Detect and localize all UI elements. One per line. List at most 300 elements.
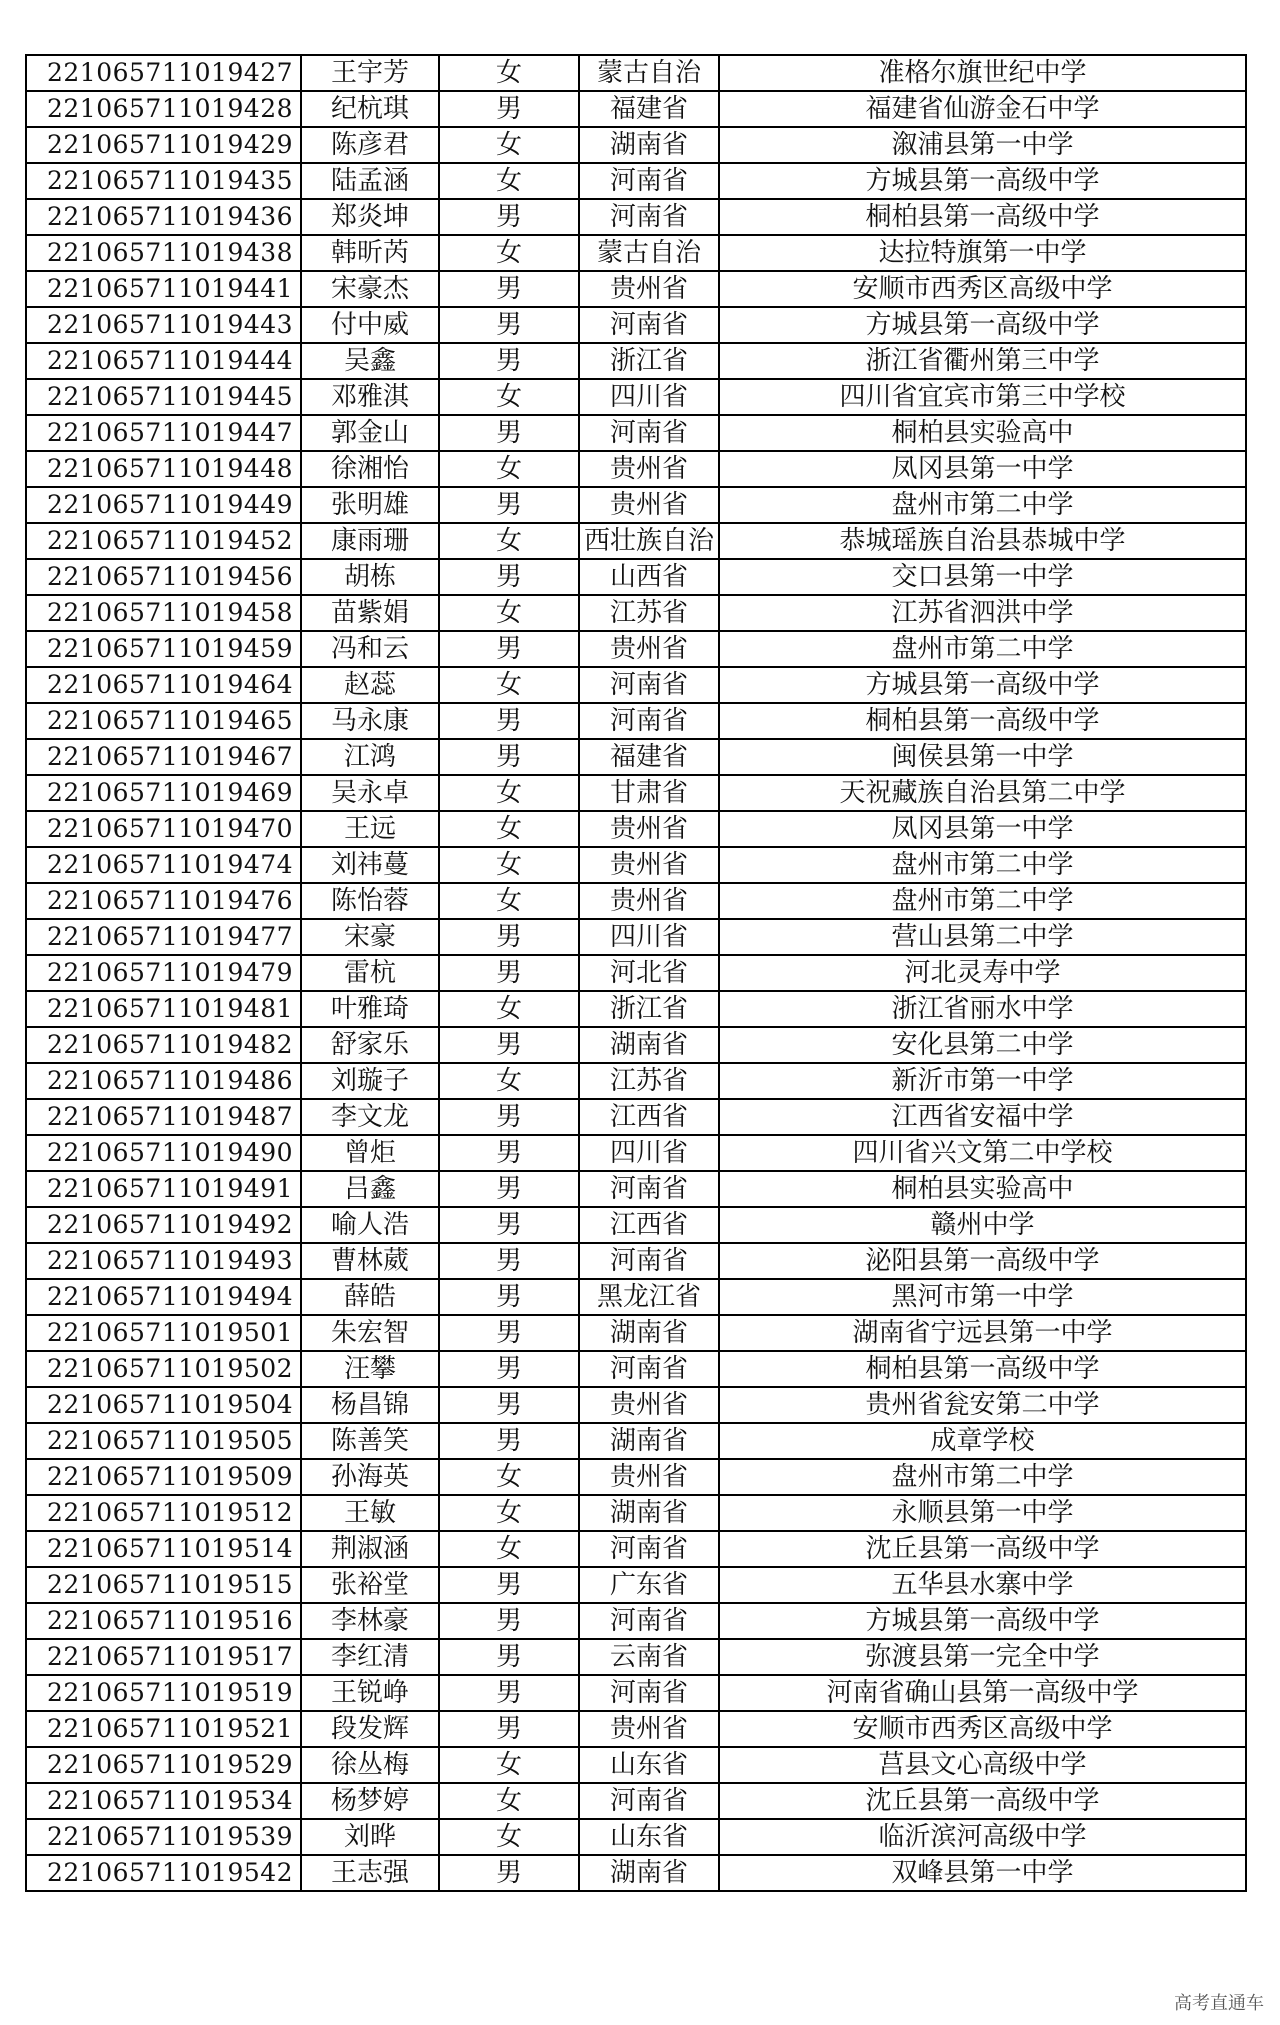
- school-cell: 桐柏县实验高中: [719, 415, 1246, 451]
- candidate-id-cell: 221065711019490: [26, 1135, 301, 1171]
- candidate-id-cell: 221065711019494: [26, 1279, 301, 1315]
- table-row: [26, 1351, 1246, 1387]
- candidate-id-cell: 221065711019449: [26, 487, 301, 523]
- student-name-cell: 曾炬: [301, 1135, 439, 1171]
- candidate-id-cell: 221065711019534: [26, 1783, 301, 1819]
- school-cell: 盘州市第二中学: [719, 1459, 1246, 1495]
- province-cell: 山东省: [579, 1819, 719, 1855]
- student-roster-table: [25, 54, 1247, 1892]
- candidate-id-cell: 221065711019482: [26, 1027, 301, 1063]
- table-row: [26, 1423, 1246, 1459]
- school-cell: 河北灵寿中学: [719, 955, 1246, 991]
- school-cell: 盘州市第二中学: [719, 487, 1246, 523]
- province-cell: 湖南省: [579, 1495, 719, 1531]
- gender-cell: 男: [439, 955, 579, 991]
- gender-cell: 男: [439, 1639, 579, 1675]
- school-cell: 湖南省宁远县第一中学: [719, 1315, 1246, 1351]
- school-cell: 方城县第一高级中学: [719, 1603, 1246, 1639]
- table-row: [26, 847, 1246, 883]
- province-cell: 福建省: [579, 739, 719, 775]
- student-name-cell: 冯和云: [301, 631, 439, 667]
- gender-cell: 男: [439, 1423, 579, 1459]
- student-name-cell: 纪杭琪: [301, 91, 439, 127]
- candidate-id-cell: 221065711019465: [26, 703, 301, 739]
- student-name-cell: 舒家乐: [301, 1027, 439, 1063]
- gender-cell: 男: [439, 1603, 579, 1639]
- table-row: [26, 451, 1246, 487]
- student-name-cell: 王远: [301, 811, 439, 847]
- student-name-cell: 孙海英: [301, 1459, 439, 1495]
- province-cell: 云南省: [579, 1639, 719, 1675]
- student-name-cell: 郑炎坤: [301, 199, 439, 235]
- table-row: [26, 955, 1246, 991]
- gender-cell: 男: [439, 631, 579, 667]
- student-name-cell: 陆孟涵: [301, 163, 439, 199]
- candidate-id-cell: 221065711019504: [26, 1387, 301, 1423]
- province-cell: 河北省: [579, 955, 719, 991]
- gender-cell: 女: [439, 1063, 579, 1099]
- table-row: [26, 1315, 1246, 1351]
- table-row: [26, 811, 1246, 847]
- table-row: [26, 1567, 1246, 1603]
- candidate-id-cell: 221065711019519: [26, 1675, 301, 1711]
- province-cell: 江西省: [579, 1099, 719, 1135]
- table-row: [26, 703, 1246, 739]
- school-cell: 营山县第二中学: [719, 919, 1246, 955]
- province-cell: 河南省: [579, 163, 719, 199]
- gender-cell: 女: [439, 847, 579, 883]
- student-name-cell: 张明雄: [301, 487, 439, 523]
- table-row: [26, 1243, 1246, 1279]
- province-cell: 四川省: [579, 919, 719, 955]
- table-row: [26, 271, 1246, 307]
- student-name-cell: 韩昕芮: [301, 235, 439, 271]
- candidate-id-cell: 221065711019436: [26, 199, 301, 235]
- school-cell: 方城县第一高级中学: [719, 667, 1246, 703]
- candidate-id-cell: 221065711019479: [26, 955, 301, 991]
- province-cell: 贵州省: [579, 811, 719, 847]
- table-row: [26, 235, 1246, 271]
- candidate-id-cell: 221065711019458: [26, 595, 301, 631]
- candidate-id-cell: 221065711019493: [26, 1243, 301, 1279]
- school-cell: 交口县第一中学: [719, 559, 1246, 595]
- province-cell: 贵州省: [579, 1387, 719, 1423]
- gender-cell: 男: [439, 1855, 579, 1891]
- table-row: [26, 667, 1246, 703]
- gender-cell: 女: [439, 775, 579, 811]
- school-cell: 泌阳县第一高级中学: [719, 1243, 1246, 1279]
- province-cell: 湖南省: [579, 1027, 719, 1063]
- school-cell: 江苏省泗洪中学: [719, 595, 1246, 631]
- school-cell: 黑河市第一中学: [719, 1279, 1246, 1315]
- student-name-cell: 康雨珊: [301, 523, 439, 559]
- school-cell: 沈丘县第一高级中学: [719, 1531, 1246, 1567]
- student-name-cell: 吴永卓: [301, 775, 439, 811]
- gender-cell: 男: [439, 559, 579, 595]
- gender-cell: 女: [439, 379, 579, 415]
- candidate-id-cell: 221065711019447: [26, 415, 301, 451]
- student-name-cell: 张裕堂: [301, 1567, 439, 1603]
- student-name-cell: 刘祎蔓: [301, 847, 439, 883]
- gender-cell: 男: [439, 703, 579, 739]
- candidate-id-cell: 221065711019502: [26, 1351, 301, 1387]
- student-name-cell: 汪攀: [301, 1351, 439, 1387]
- province-cell: 贵州省: [579, 1459, 719, 1495]
- province-cell: 山西省: [579, 559, 719, 595]
- province-cell: 浙江省: [579, 343, 719, 379]
- candidate-id-cell: 221065711019464: [26, 667, 301, 703]
- candidate-id-cell: 221065711019469: [26, 775, 301, 811]
- student-name-cell: 荆淑涵: [301, 1531, 439, 1567]
- province-cell: 山东省: [579, 1747, 719, 1783]
- candidate-id-cell: 221065711019501: [26, 1315, 301, 1351]
- gender-cell: 男: [439, 1387, 579, 1423]
- school-cell: 天祝藏族自治县第二中学: [719, 775, 1246, 811]
- school-cell: 安化县第二中学: [719, 1027, 1246, 1063]
- gender-cell: 男: [439, 1315, 579, 1351]
- candidate-id-cell: 221065711019512: [26, 1495, 301, 1531]
- table-row: [26, 775, 1246, 811]
- school-cell: 溆浦县第一中学: [719, 127, 1246, 163]
- candidate-id-cell: 221065711019515: [26, 1567, 301, 1603]
- gender-cell: 女: [439, 55, 579, 91]
- school-cell: 江西省安福中学: [719, 1099, 1246, 1135]
- candidate-id-cell: 221065711019476: [26, 883, 301, 919]
- table-row: [26, 559, 1246, 595]
- gender-cell: 女: [439, 1819, 579, 1855]
- student-name-cell: 邓雅淇: [301, 379, 439, 415]
- candidate-id-cell: 221065711019505: [26, 1423, 301, 1459]
- candidate-id-cell: 221065711019491: [26, 1171, 301, 1207]
- school-cell: 桐柏县第一高级中学: [719, 1351, 1246, 1387]
- province-cell: 福建省: [579, 91, 719, 127]
- candidate-id-cell: 221065711019509: [26, 1459, 301, 1495]
- school-cell: 桐柏县第一高级中学: [719, 703, 1246, 739]
- student-name-cell: 段发辉: [301, 1711, 439, 1747]
- gender-cell: 女: [439, 127, 579, 163]
- school-cell: 恭城瑶族自治县恭城中学: [719, 523, 1246, 559]
- table-row: [26, 127, 1246, 163]
- gender-cell: 女: [439, 1531, 579, 1567]
- table-row: [26, 1639, 1246, 1675]
- province-cell: 河南省: [579, 1675, 719, 1711]
- table-row: [26, 1207, 1246, 1243]
- candidate-id-cell: 221065711019456: [26, 559, 301, 595]
- province-cell: 河南省: [579, 415, 719, 451]
- gender-cell: 男: [439, 415, 579, 451]
- province-cell: 蒙古自治: [579, 55, 719, 91]
- student-name-cell: 薛皓: [301, 1279, 439, 1315]
- table-row: [26, 1531, 1246, 1567]
- candidate-id-cell: 221065711019467: [26, 739, 301, 775]
- student-name-cell: 徐湘怡: [301, 451, 439, 487]
- table-row: [26, 415, 1246, 451]
- table-row: [26, 595, 1246, 631]
- student-name-cell: 王宇芳: [301, 55, 439, 91]
- province-cell: 河南省: [579, 1351, 719, 1387]
- student-name-cell: 杨昌锦: [301, 1387, 439, 1423]
- candidate-id-cell: 221065711019429: [26, 127, 301, 163]
- student-name-cell: 苗紫娟: [301, 595, 439, 631]
- gender-cell: 女: [439, 991, 579, 1027]
- gender-cell: 男: [439, 1171, 579, 1207]
- gender-cell: 男: [439, 343, 579, 379]
- table-row: [26, 1459, 1246, 1495]
- table-row: [26, 199, 1246, 235]
- student-name-cell: 马永康: [301, 703, 439, 739]
- province-cell: 黑龙江省: [579, 1279, 719, 1315]
- table-row: [26, 343, 1246, 379]
- province-cell: 湖南省: [579, 1855, 719, 1891]
- school-cell: 赣州中学: [719, 1207, 1246, 1243]
- candidate-id-cell: 221065711019443: [26, 307, 301, 343]
- student-name-cell: 喻人浩: [301, 1207, 439, 1243]
- student-name-cell: 吴鑫: [301, 343, 439, 379]
- table-row: [26, 1603, 1246, 1639]
- student-name-cell: 赵蕊: [301, 667, 439, 703]
- student-name-cell: 陈善笑: [301, 1423, 439, 1459]
- school-cell: 凤冈县第一中学: [719, 811, 1246, 847]
- province-cell: 河南省: [579, 703, 719, 739]
- student-name-cell: 陈彦君: [301, 127, 439, 163]
- student-name-cell: 付中威: [301, 307, 439, 343]
- table-row: [26, 307, 1246, 343]
- candidate-id-cell: 221065711019470: [26, 811, 301, 847]
- gender-cell: 女: [439, 523, 579, 559]
- candidate-id-cell: 221065711019492: [26, 1207, 301, 1243]
- school-cell: 双峰县第一中学: [719, 1855, 1246, 1891]
- school-cell: 桐柏县实验高中: [719, 1171, 1246, 1207]
- school-cell: 盘州市第二中学: [719, 847, 1246, 883]
- school-cell: 五华县水寨中学: [719, 1567, 1246, 1603]
- school-cell: 河南省确山县第一高级中学: [719, 1675, 1246, 1711]
- school-cell: 贵州省瓮安第二中学: [719, 1387, 1246, 1423]
- gender-cell: 男: [439, 1243, 579, 1279]
- gender-cell: 男: [439, 487, 579, 523]
- candidate-id-cell: 221065711019539: [26, 1819, 301, 1855]
- student-name-cell: 宋豪杰: [301, 271, 439, 307]
- student-name-cell: 李林豪: [301, 1603, 439, 1639]
- province-cell: 贵州省: [579, 847, 719, 883]
- province-cell: 河南省: [579, 1243, 719, 1279]
- student-name-cell: 吕鑫: [301, 1171, 439, 1207]
- school-cell: 临沂滨河高级中学: [719, 1819, 1246, 1855]
- province-cell: 蒙古自治: [579, 235, 719, 271]
- student-name-cell: 雷杭: [301, 955, 439, 991]
- table-row: [26, 1099, 1246, 1135]
- province-cell: 河南省: [579, 1603, 719, 1639]
- gender-cell: 男: [439, 1027, 579, 1063]
- table-row: [26, 1171, 1246, 1207]
- table-row: [26, 523, 1246, 559]
- gender-cell: 男: [439, 271, 579, 307]
- province-cell: 河南省: [579, 199, 719, 235]
- table-row: [26, 379, 1246, 415]
- candidate-id-cell: 221065711019514: [26, 1531, 301, 1567]
- table-row: [26, 739, 1246, 775]
- school-cell: 盘州市第二中学: [719, 631, 1246, 667]
- candidate-id-cell: 221065711019428: [26, 91, 301, 127]
- province-cell: 江苏省: [579, 1063, 719, 1099]
- province-cell: 贵州省: [579, 1711, 719, 1747]
- student-name-cell: 陈怡蓉: [301, 883, 439, 919]
- school-cell: 四川省宜宾市第三中学校: [719, 379, 1246, 415]
- province-cell: 河南省: [579, 667, 719, 703]
- table-row: [26, 919, 1246, 955]
- table-row: [26, 1387, 1246, 1423]
- school-cell: 新沂市第一中学: [719, 1063, 1246, 1099]
- gender-cell: 女: [439, 1495, 579, 1531]
- table-row: [26, 163, 1246, 199]
- province-cell: 湖南省: [579, 1315, 719, 1351]
- gender-cell: 男: [439, 1675, 579, 1711]
- student-name-cell: 李文龙: [301, 1099, 439, 1135]
- table-row: [26, 991, 1246, 1027]
- school-cell: 浙江省衢州第三中学: [719, 343, 1246, 379]
- gender-cell: 女: [439, 1783, 579, 1819]
- candidate-id-cell: 221065711019542: [26, 1855, 301, 1891]
- school-cell: 四川省兴文第二中学校: [719, 1135, 1246, 1171]
- candidate-id-cell: 221065711019521: [26, 1711, 301, 1747]
- candidate-id-cell: 221065711019486: [26, 1063, 301, 1099]
- gender-cell: 男: [439, 1567, 579, 1603]
- roster-body: [26, 55, 1246, 1891]
- school-cell: 弥渡县第一完全中学: [719, 1639, 1246, 1675]
- table-row: [26, 1711, 1246, 1747]
- school-cell: 浙江省丽水中学: [719, 991, 1246, 1027]
- school-cell: 安顺市西秀区高级中学: [719, 1711, 1246, 1747]
- table-row: [26, 1675, 1246, 1711]
- gender-cell: 男: [439, 739, 579, 775]
- student-name-cell: 刘璇子: [301, 1063, 439, 1099]
- candidate-id-cell: 221065711019517: [26, 1639, 301, 1675]
- student-name-cell: 曹林葳: [301, 1243, 439, 1279]
- province-cell: 西壮族自治: [579, 523, 719, 559]
- table-row: [26, 1819, 1246, 1855]
- gender-cell: 女: [439, 451, 579, 487]
- province-cell: 河南省: [579, 1783, 719, 1819]
- table-row: [26, 55, 1246, 91]
- school-cell: 闽侯县第一中学: [719, 739, 1246, 775]
- gender-cell: 男: [439, 1099, 579, 1135]
- province-cell: 河南省: [579, 1531, 719, 1567]
- candidate-id-cell: 221065711019435: [26, 163, 301, 199]
- candidate-id-cell: 221065711019452: [26, 523, 301, 559]
- watermark-text: 高考直通车: [1174, 1993, 1264, 2014]
- province-cell: 贵州省: [579, 271, 719, 307]
- candidate-id-cell: 221065711019474: [26, 847, 301, 883]
- school-cell: 安顺市西秀区高级中学: [719, 271, 1246, 307]
- student-name-cell: 叶雅琦: [301, 991, 439, 1027]
- candidate-id-cell: 221065711019438: [26, 235, 301, 271]
- student-name-cell: 李红清: [301, 1639, 439, 1675]
- student-name-cell: 杨梦婷: [301, 1783, 439, 1819]
- student-name-cell: 王锐峥: [301, 1675, 439, 1711]
- province-cell: 河南省: [579, 307, 719, 343]
- gender-cell: 男: [439, 1207, 579, 1243]
- gender-cell: 男: [439, 1279, 579, 1315]
- candidate-id-cell: 221065711019445: [26, 379, 301, 415]
- student-name-cell: 宋豪: [301, 919, 439, 955]
- province-cell: 四川省: [579, 1135, 719, 1171]
- table-row: [26, 1783, 1246, 1819]
- candidate-id-cell: 221065711019448: [26, 451, 301, 487]
- province-cell: 贵州省: [579, 487, 719, 523]
- province-cell: 湖南省: [579, 127, 719, 163]
- school-cell: 永顺县第一中学: [719, 1495, 1246, 1531]
- candidate-id-cell: 221065711019481: [26, 991, 301, 1027]
- gender-cell: 女: [439, 667, 579, 703]
- student-name-cell: 徐丛梅: [301, 1747, 439, 1783]
- student-name-cell: 郭金山: [301, 415, 439, 451]
- table-row: [26, 1063, 1246, 1099]
- candidate-id-cell: 221065711019441: [26, 271, 301, 307]
- school-cell: 达拉特旗第一中学: [719, 235, 1246, 271]
- gender-cell: 女: [439, 235, 579, 271]
- province-cell: 广东省: [579, 1567, 719, 1603]
- gender-cell: 男: [439, 1135, 579, 1171]
- school-cell: 准格尔旗世纪中学: [719, 55, 1246, 91]
- gender-cell: 男: [439, 199, 579, 235]
- table-row: [26, 883, 1246, 919]
- student-name-cell: 江鸿: [301, 739, 439, 775]
- gender-cell: 女: [439, 1747, 579, 1783]
- gender-cell: 女: [439, 163, 579, 199]
- candidate-id-cell: 221065711019427: [26, 55, 301, 91]
- gender-cell: 女: [439, 811, 579, 847]
- table-row: [26, 1855, 1246, 1891]
- table-row: [26, 631, 1246, 667]
- gender-cell: 男: [439, 1351, 579, 1387]
- candidate-id-cell: 221065711019487: [26, 1099, 301, 1135]
- candidate-id-cell: 221065711019459: [26, 631, 301, 667]
- province-cell: 贵州省: [579, 883, 719, 919]
- candidate-id-cell: 221065711019516: [26, 1603, 301, 1639]
- student-name-cell: 王志强: [301, 1855, 439, 1891]
- province-cell: 贵州省: [579, 451, 719, 487]
- gender-cell: 女: [439, 1459, 579, 1495]
- student-name-cell: 刘晔: [301, 1819, 439, 1855]
- table-row: [26, 1279, 1246, 1315]
- student-name-cell: 朱宏智: [301, 1315, 439, 1351]
- school-cell: 莒县文心高级中学: [719, 1747, 1246, 1783]
- table-row: [26, 1747, 1246, 1783]
- candidate-id-cell: 221065711019444: [26, 343, 301, 379]
- province-cell: 湖南省: [579, 1423, 719, 1459]
- school-cell: 凤冈县第一中学: [719, 451, 1246, 487]
- gender-cell: 男: [439, 1711, 579, 1747]
- table-row: [26, 1135, 1246, 1171]
- gender-cell: 男: [439, 919, 579, 955]
- gender-cell: 女: [439, 883, 579, 919]
- school-cell: 方城县第一高级中学: [719, 163, 1246, 199]
- school-cell: 福建省仙游金石中学: [719, 91, 1246, 127]
- table-row: [26, 91, 1246, 127]
- school-cell: 桐柏县第一高级中学: [719, 199, 1246, 235]
- table-row: [26, 1027, 1246, 1063]
- gender-cell: 男: [439, 307, 579, 343]
- gender-cell: 女: [439, 595, 579, 631]
- province-cell: 河南省: [579, 1171, 719, 1207]
- province-cell: 江苏省: [579, 595, 719, 631]
- province-cell: 甘肃省: [579, 775, 719, 811]
- school-cell: 沈丘县第一高级中学: [719, 1783, 1246, 1819]
- candidate-id-cell: 221065711019529: [26, 1747, 301, 1783]
- school-cell: 盘州市第二中学: [719, 883, 1246, 919]
- province-cell: 四川省: [579, 379, 719, 415]
- student-name-cell: 胡栋: [301, 559, 439, 595]
- province-cell: 江西省: [579, 1207, 719, 1243]
